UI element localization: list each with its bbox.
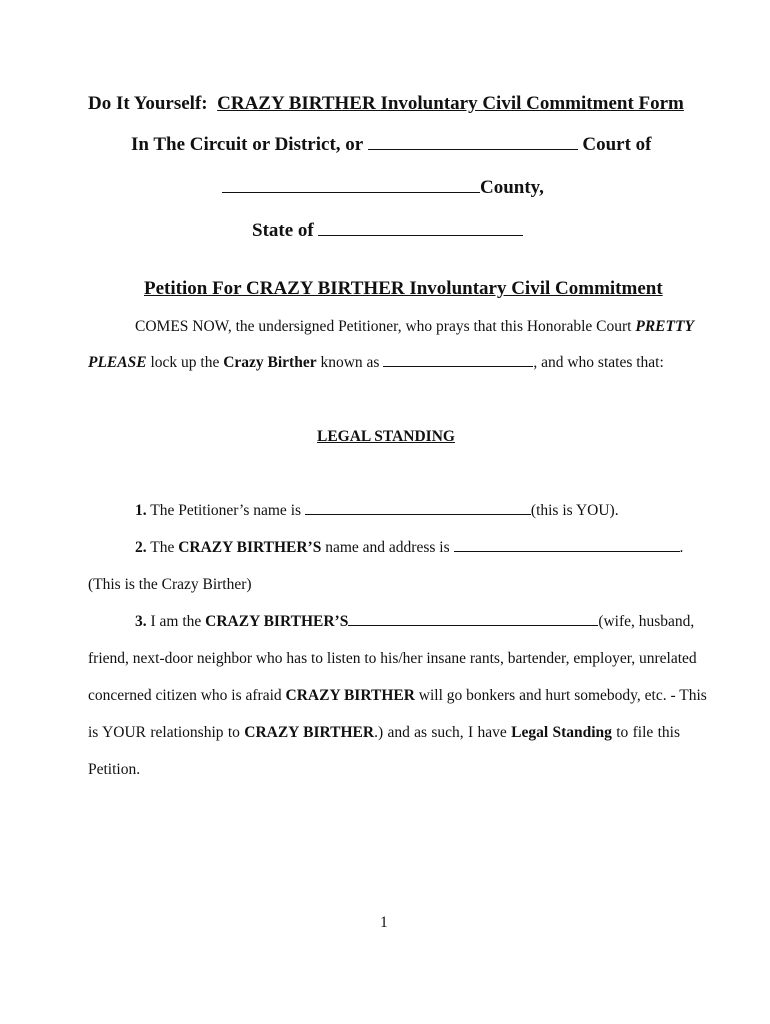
intro-text: COMES NOW, the undersigned Petitioner, who prays that this Honorable Court — [135, 318, 636, 335]
item-number: 1. — [135, 502, 147, 519]
page-number: 1 — [380, 914, 388, 931]
state-line — [252, 220, 523, 242]
state-prefix: State of — [252, 220, 314, 241]
court-suffix: Court of — [582, 134, 652, 155]
item-number: 3. — [135, 613, 147, 630]
item-3-line-3 — [88, 687, 707, 705]
intro-line-2 — [88, 354, 664, 372]
item-bold: CRAZY BIRTHER’S — [205, 613, 349, 630]
item-text: concerned citizen who is afraid — [88, 687, 286, 704]
state-blank[interactable] — [318, 234, 523, 236]
item-text: The Petitioner’s name is — [146, 502, 305, 519]
item-text: to file this — [611, 724, 681, 741]
item-2 — [135, 539, 683, 557]
item-text: I am the — [146, 613, 206, 630]
item-3-line-5: Petition. — [88, 761, 141, 778]
court-line — [131, 134, 652, 156]
item-text: . — [679, 539, 684, 556]
county-suffix: County, — [480, 177, 544, 198]
item-text: (wife, husband, — [598, 613, 695, 630]
item-text: (this is YOU). — [530, 502, 619, 519]
item-text: .) and as such, I have — [374, 724, 512, 741]
item-number: 2. — [135, 539, 147, 556]
intro-text: , and who states that: — [533, 354, 664, 371]
court-blank[interactable] — [368, 148, 578, 150]
petitioner-name-blank[interactable] — [305, 513, 531, 515]
item-3-line-2: friend, next-door neighbor who has to listen to his/her insane rants, bartender, employer, unrelated — [88, 650, 697, 667]
court-prefix: In The Circuit or District, or — [131, 134, 363, 155]
intro-emphasis: PRETTY — [635, 318, 694, 335]
item-bold: CRAZY BIRTHER’S — [178, 539, 322, 556]
petition-title: Petition For CRAZY BIRTHER Involuntary Civil Commitment — [144, 278, 663, 299]
item-bold: CRAZY BIRTHER — [285, 687, 415, 704]
intro-emphasis: PLEASE — [88, 354, 147, 371]
section-heading: LEGAL STANDING — [317, 428, 455, 445]
relationship-blank[interactable] — [348, 624, 598, 626]
intro-text: known as — [316, 354, 384, 371]
item-3-line-4 — [88, 724, 680, 742]
birther-address-blank[interactable] — [454, 550, 680, 552]
birther-known-as-blank[interactable] — [383, 365, 533, 367]
item-text: is YOUR relationship to — [88, 724, 245, 741]
county-line — [222, 177, 544, 199]
item-2-note: (This is the Crazy Birther) — [88, 576, 252, 593]
item-bold: Legal Standing — [511, 724, 612, 741]
item-1 — [135, 502, 619, 520]
form-title — [88, 93, 684, 115]
item-bold: CRAZY BIRTHER — [244, 724, 375, 741]
county-blank[interactable] — [222, 191, 480, 193]
item-text: will go bonkers and hurt somebody, etc. - This — [414, 687, 707, 704]
intro-text: lock up the — [146, 354, 224, 371]
item-text: name and address is — [321, 539, 454, 556]
intro-bold: Crazy Birther — [223, 354, 317, 371]
item-text: The — [146, 539, 179, 556]
title-main: CRAZY BIRTHER Involuntary Civil Commitment Form — [217, 93, 684, 114]
title-prefix: Do It Yourself: — [88, 93, 208, 114]
intro-line-1 — [135, 318, 694, 336]
item-3 — [135, 613, 694, 631]
